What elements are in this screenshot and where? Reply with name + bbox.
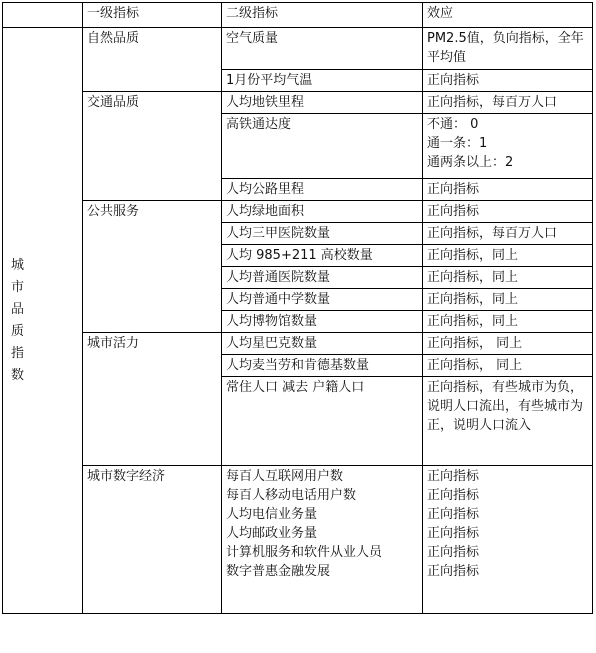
effect-cell: 正向指标，每百万人口 xyxy=(423,223,593,245)
level2-cell: 1月份平均气温 xyxy=(222,70,423,92)
header-cell-blank xyxy=(3,3,83,28)
table-row xyxy=(3,201,593,223)
level1-cell: 自然品质 xyxy=(83,28,222,92)
level2-cell: 常住人口 减去 户籍人口 xyxy=(222,377,423,466)
effect-cell: 正向指标，同上 xyxy=(423,311,593,333)
row-header-label: 城市品质指数 xyxy=(11,257,25,383)
table-row xyxy=(3,28,593,70)
level2-cell: 人均星巴克数量 xyxy=(222,333,423,355)
effect-cell: 正向指标 xyxy=(423,201,593,223)
effect-cell: 正向指标，每百万人口 xyxy=(423,92,593,114)
level2-cell: 人均 985+211 高校数量 xyxy=(222,245,423,267)
level2-cell: 人均绿地面积 xyxy=(222,201,423,223)
effect-cell: 正向指标 正向指标 正向指标 正向指标 正向指标 正向指标 xyxy=(423,466,593,614)
level2-cell: 人均地铁里程 xyxy=(222,92,423,114)
level2-cell: 人均公路里程 xyxy=(222,179,423,201)
header-cell-level2: 二级指标 xyxy=(222,3,423,28)
level2-cell: 人均普通中学数量 xyxy=(222,289,423,311)
effect-cell: PM2.5值，负向指标，全年平均值 xyxy=(423,28,593,70)
table-row xyxy=(3,92,593,114)
header-cell-level1: 一级指标 xyxy=(83,3,222,28)
effect-cell: 正向指标，同上 xyxy=(423,267,593,289)
table-row xyxy=(3,333,593,355)
level1-cell: 城市活力 xyxy=(83,333,222,466)
effect-cell: 不通： 0 通一条：1 通两条以上：2 xyxy=(423,114,593,179)
level2-cell: 人均普通医院数量 xyxy=(222,267,423,289)
level1-cell: 公共服务 xyxy=(83,201,222,333)
row-header-cell xyxy=(3,28,83,614)
level1-cell: 城市数字经济 xyxy=(83,466,222,614)
effect-cell: 正向指标 xyxy=(423,70,593,92)
level2-cell: 每百人互联网用户数 每百人移动电话用户数 人均电信业务量 人均邮政业务量 计算机服务和软件从业人员 数字普惠金融发展 xyxy=(222,466,423,614)
header-row xyxy=(3,3,593,28)
level2-cell: 人均麦当劳和肯德基数量 xyxy=(222,355,423,377)
table-row xyxy=(3,466,593,614)
level1-cell: 交通品质 xyxy=(83,92,222,201)
header-cell-effect: 效应 xyxy=(423,3,593,28)
effect-cell: 正向指标， 同上 xyxy=(423,333,593,355)
indicator-table xyxy=(2,2,593,614)
effect-cell: 正向指标， 同上 xyxy=(423,355,593,377)
level2-cell: 人均三甲医院数量 xyxy=(222,223,423,245)
level2-cell: 高铁通达度 xyxy=(222,114,423,179)
effect-cell: 正向指标 xyxy=(423,179,593,201)
effect-cell: 正向指标，有些城市为负，说明人口流出，有些城市为正，说明人口流入 xyxy=(423,377,593,466)
effect-cell: 正向指标，同上 xyxy=(423,245,593,267)
effect-cell: 正向指标，同上 xyxy=(423,289,593,311)
level2-cell: 空气质量 xyxy=(222,28,423,70)
level2-cell: 人均博物馆数量 xyxy=(222,311,423,333)
